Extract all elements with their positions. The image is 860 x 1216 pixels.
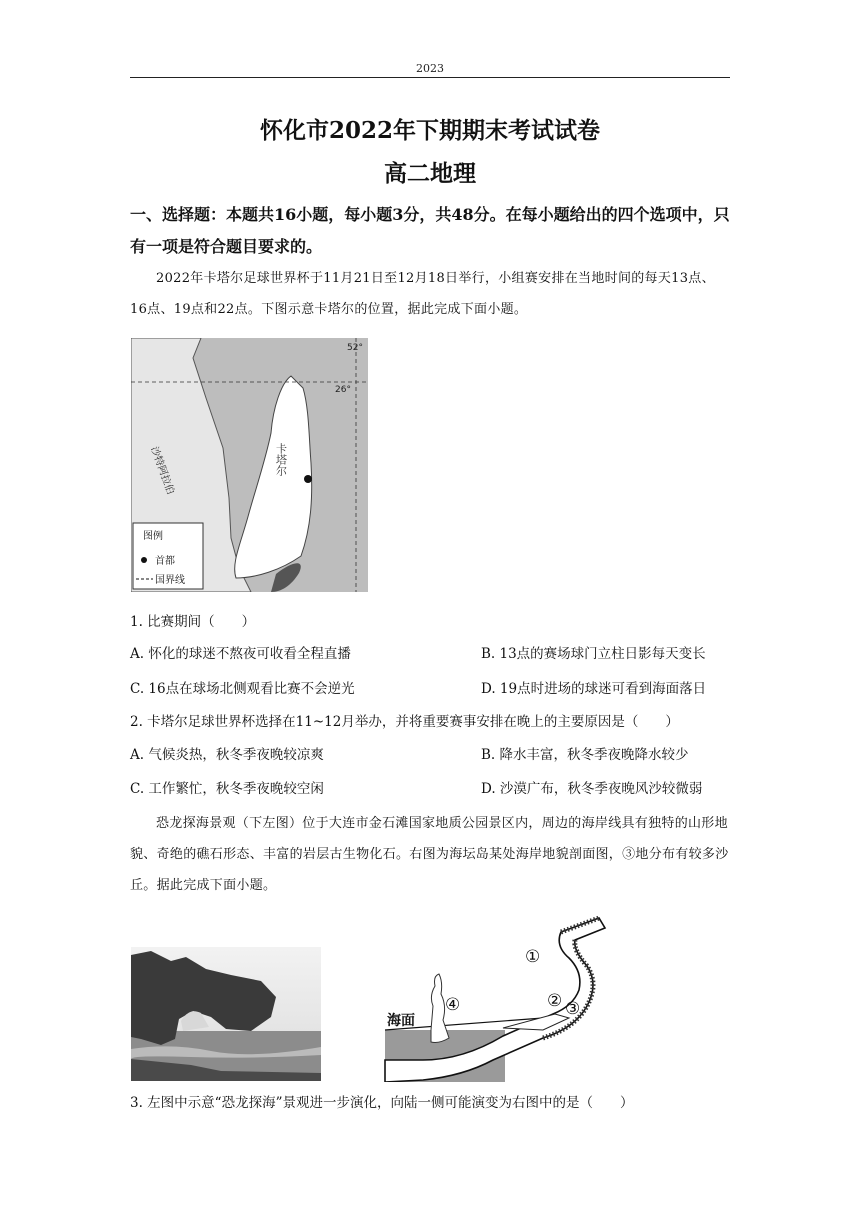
q2-option-a[interactable]: A. 气候炎热，秋冬季夜晚较凉爽	[130, 747, 324, 763]
map-legend-capital: 首都	[155, 556, 175, 567]
q2-stem: 2. 卡塔尔足球世界杯选择在11~12月举办，并将重要赛事安排在晚上的主要原因是（ ）	[130, 714, 679, 730]
coast-profile-diagram	[383, 910, 613, 1082]
q3-stem: 3. 左图中示意“恐龙探海”景观进一步演化，向陆一侧可能演变为右图中的是（ ）	[130, 1095, 634, 1111]
map-lon-label: 52°	[347, 343, 363, 353]
header-year: 2023	[416, 62, 444, 75]
profile-mark-4: ④	[445, 995, 461, 1015]
q1-option-c[interactable]: C. 16点在球场北侧观看比赛不会逆光	[130, 681, 355, 697]
profile-mark-3: ③	[565, 999, 581, 1019]
sea-arch-photo	[131, 947, 321, 1081]
header-rule	[130, 77, 730, 78]
q1-option-b[interactable]: B. 13点的赛场球门立柱日影每天变长	[481, 646, 706, 662]
profile-sea-label: 海面	[387, 1013, 415, 1029]
map-legend-capital-symbol	[141, 557, 147, 563]
map-country-label: 卡塔尔	[274, 443, 288, 476]
map-lat-label: 26°	[335, 385, 351, 395]
map-neighbor-label: 沙特阿拉伯	[148, 445, 176, 497]
map-capital-dot	[304, 475, 312, 483]
section-heading: 一、选择题：本题共16小题，每小题3分，共48分。在每小题给出的四个选项中，只有一项是符合题目要求的。	[130, 205, 730, 256]
map-legend-title: 图例	[143, 531, 163, 542]
exam-subject: 高二地理	[384, 160, 476, 187]
q1-stem: 1. 比赛期间（ ）	[130, 614, 256, 630]
qatar-map	[131, 338, 368, 592]
profile-mark-2: ②	[547, 991, 563, 1011]
q1-option-a[interactable]: A. 怀化的球迷不熬夜可收看全程直播	[130, 646, 351, 662]
passage-qatar: 2022年卡塔尔足球世界杯于11月21日至12月18日举行，小组赛安排在当地时间的每天13点、16点、19点和22点。下图示意卡塔尔的位置，据此完成下面小题。	[130, 271, 715, 317]
profile-mark-1: ①	[525, 947, 541, 967]
exam-title: 怀化市2022年下期期末考试试卷	[259, 117, 600, 144]
q2-option-b[interactable]: B. 降水丰富，秋冬季夜晚降水较少	[481, 747, 689, 763]
map-legend-border: 国界线	[155, 575, 185, 586]
q1-option-d[interactable]: D. 19点时进场的球迷可看到海面落日	[481, 681, 707, 697]
passage-dinosaur: 恐龙探海景观（下左图）位于大连市金石滩国家地质公园景区内，周边的海岸线具有独特的山形地貌、奇绝的礁石形态、丰富的岩层古生物化石。右图为海坛岛某处海岸地貌剖面图，③地分布有较多沙丘。据此完成下面小题。	[130, 816, 729, 893]
q2-option-d[interactable]: D. 沙漠广布，秋冬季夜晚风沙较微弱	[481, 781, 703, 797]
q2-option-c[interactable]: C. 工作繁忙，秋冬季夜晚较空闲	[130, 781, 324, 797]
